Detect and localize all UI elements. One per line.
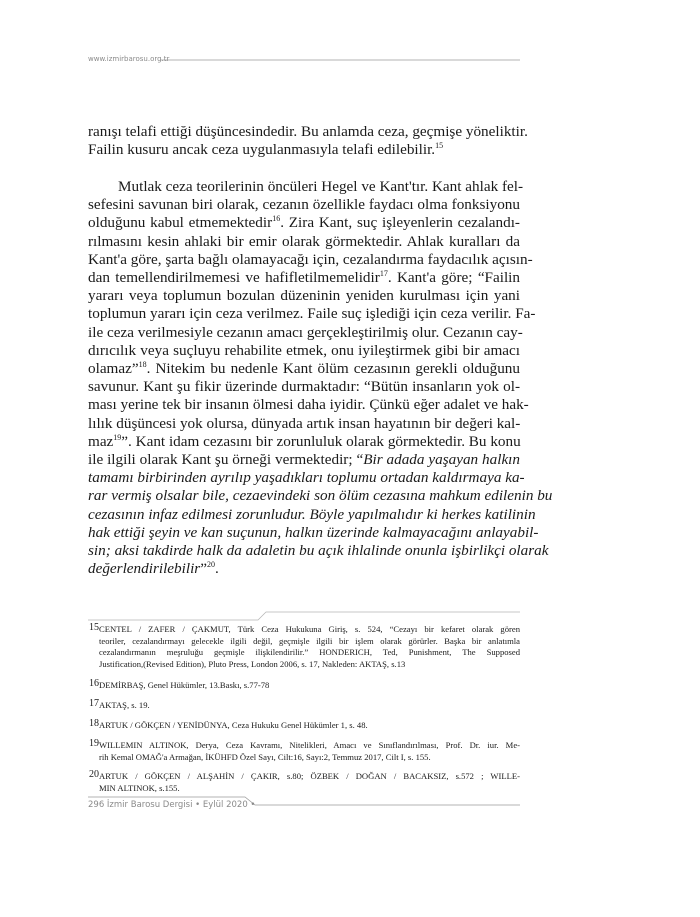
footnote	[88, 720, 520, 732]
body-line	[88, 524, 539, 542]
body-line	[88, 233, 520, 251]
body-line	[88, 360, 520, 378]
text-segment: hak ettiği şeyin ve kan suçunun, halkın üzerinde kalmayacağını anlayabil-	[88, 524, 539, 541]
body-line	[88, 433, 520, 451]
footnote-reference[interactable]: 18	[138, 360, 147, 369]
text-segment: toplumun yararı için ceza verilmez. Faile suç işlediği için ceza verilir. Fa-	[88, 305, 536, 322]
footer-journal-info: 296 İzmir Barosu Dergisi • Eylül 2020 •	[88, 800, 256, 810]
text-segment: Bir adada yaşayan halkın	[363, 451, 520, 468]
footnote-line: ARTUK / GÖKÇEN / YENİDÜNYA, Ceza Hukuku Genel Hükümler 1, s. 48.	[99, 720, 368, 730]
body-line	[88, 487, 553, 505]
text-segment: sin; aksi takdirde halk da adaletin bu açık ihlalinde onunla işbirlikçi olarak	[88, 542, 549, 559]
body-line	[88, 469, 525, 487]
text-segment: ile ilgili olarak Kant şu örneği vermektedir; “	[88, 451, 364, 468]
footnote-line: AKTAŞ, s. 19.	[99, 700, 150, 710]
text-segment: . Kant'a göre; “Failin	[387, 269, 520, 286]
text-segment: Kant'a göre, şarta bağlı olamayacağı için, cezalandırma faydacılık açısın-	[88, 251, 533, 268]
text-segment: dan temellendirilmemesi ve hafifletilmemelidir	[88, 269, 380, 286]
body-line	[88, 396, 529, 414]
footnote	[88, 771, 520, 794]
footnote-line: ARTUK / GÖKÇEN / ALŞAHİN / ÇAKIR, s.80; ÖZBEK / DOĞAN / BACAKSIZ, s.572 ; WILLE-	[99, 771, 520, 781]
text-segment: ması yerine tek bir insanın ölmesi daha iyidir. Çünkü eğer adalet ve hak-	[88, 396, 529, 413]
footnote-reference[interactable]: 19	[113, 433, 122, 442]
footnote-number: 16	[89, 678, 99, 689]
text-segment: sefesini savunan biri olarak, cezanın özellikle faydacı olma fonksiyonu	[88, 196, 520, 213]
footnote-line: rih Kemal OMAĞ'a Armağan, İKÜHFD Özel Sayı, Cilt:16, Sayı:2, Temmuz 2017, Cilt I, s. 155.	[99, 751, 431, 762]
footnote-reference[interactable]: 20	[206, 560, 215, 569]
footnote-line: DEMİRBAŞ, Genel Hükümler, 13.Baskı, s.77-78	[99, 680, 270, 690]
footnote	[88, 700, 520, 712]
footnote	[88, 680, 520, 692]
footnote-line: MIN ALTINOK, s.155.	[99, 782, 180, 793]
text-segment: ile ceza verilmesiyle cezanın amacı gerçekleştirilmiş olur. Cezanın cay-	[88, 324, 523, 341]
body-line	[88, 196, 520, 214]
text-segment: Failin kusuru ancak ceza uygulanmasıyla telafi edilebilir.	[88, 141, 436, 158]
text-segment: dırıcılık veya suçluyu rehabilite etmek, onu iyileştirmek gibi bir amacı	[88, 342, 520, 359]
body-line	[88, 378, 520, 396]
body-line	[88, 251, 533, 269]
footnote	[88, 740, 520, 763]
text-segment: olamaz”	[88, 360, 139, 377]
footnote-line: cezalandırmanın meşruluğu geçmişle ilişkilendirilir.” HONDERICH, Ted, Punishment, The Supposed	[99, 647, 520, 658]
text-segment: . Zira Kant, suç işleyenlerin cezalandı-	[280, 214, 520, 231]
body-line	[88, 451, 520, 469]
body-line	[88, 542, 549, 560]
footnote-line: teoriler, cezalandırmayı gelecekle ilgili değil, geçmişle ilgili bir işlem olarak görürler. Başka bir anlatımla	[99, 635, 520, 646]
text-segment: rar vermiş olsalar bile, cezaevindeki son ölüm cezasına mahkum edilenin bu	[88, 487, 553, 504]
text-segment: .	[214, 560, 219, 577]
footnote-line: Justification,(Revised Edition), Pluto Press, London 2006, s. 17, Nakleden: AKTAŞ, s.13	[99, 658, 406, 669]
text-segment: rılmasını kesin ahlaki bir emir olarak görmektedir. Ahlak kuralları da	[88, 233, 520, 250]
text-segment: ”. Kant idam cezasını bir zorunluluk olarak görmektedir. Bu konu	[121, 433, 521, 450]
text-segment: olduğunu kabul etmemektedir	[88, 214, 273, 231]
body-line	[88, 324, 523, 342]
footnote-reference[interactable]: 17	[379, 269, 388, 278]
footnote-line: CENTEL / ZAFER / ÇAKMUT, Türk Ceza Hukukuna Giriş, s. 524, “Cezayı bir kefaret olarak gören	[99, 624, 520, 634]
text-segment: Mutlak ceza teorilerinin öncüleri Hegel ve Kant'tır. Kant ahlak fel-	[118, 178, 524, 195]
body-line	[88, 506, 536, 524]
text-segment: yararı veya toplumun bozulan düzeninin yeniden kurulması için yani	[88, 287, 520, 304]
footnote-number: 15	[89, 622, 99, 633]
body-line	[88, 287, 520, 305]
body-line	[88, 214, 520, 232]
footnote-number: 17	[89, 698, 99, 709]
body-line	[88, 141, 520, 159]
footnote-number: 18	[89, 718, 99, 729]
text-segment: . Nitekim bu nedenle Kant ölüm cezasının gerekli olduğunu	[146, 360, 520, 377]
footnote-number: 19	[89, 738, 99, 749]
text-segment: değerlendirilebilir	[88, 560, 201, 577]
text-segment: savunur. Kant şu fikir üzerinde durmaktadır: “Bütün insanların yok ol-	[88, 378, 520, 395]
body-line	[88, 415, 520, 433]
text-segment: tamamı birbirinden ayrılıp yaşadıkları toplumu ortadan kaldırmaya ka-	[88, 469, 525, 486]
body-line	[88, 269, 520, 287]
footnote-separator	[88, 612, 520, 620]
footnote-reference[interactable]: 16	[272, 214, 281, 223]
header-site-url: www.izmirbarosu.org.tr	[88, 55, 170, 63]
footnote-line: WILLEMIN ALTINOK, Derya, Ceza Kavramı, Nitelikleri, Amacı ve Sınıflandırılması, Prof. Dr. iur. Me-	[99, 740, 520, 750]
body-line	[88, 342, 520, 360]
text-segment: ranışı telafi ettiği düşüncesindedir. Bu anlamda ceza, geçmişe yöneliktir.	[88, 123, 528, 140]
text-segment: maz	[88, 433, 114, 450]
body-line	[88, 305, 536, 323]
body-line	[88, 560, 520, 578]
body-line	[88, 178, 524, 196]
body-line	[88, 123, 528, 141]
text-segment: lılık düşüncesi yok olursa, dünyada artık insan hayatının bir değeri kal-	[88, 415, 521, 432]
footnote	[88, 624, 520, 670]
text-segment: ”	[200, 560, 207, 577]
text-segment: cezasının infaz edilmesi zorunludur. Böyle yapılmalıdır ki herkes katilinin	[88, 506, 536, 523]
footnote-number: 20	[89, 769, 99, 780]
footnote-reference[interactable]: 15	[435, 141, 444, 150]
